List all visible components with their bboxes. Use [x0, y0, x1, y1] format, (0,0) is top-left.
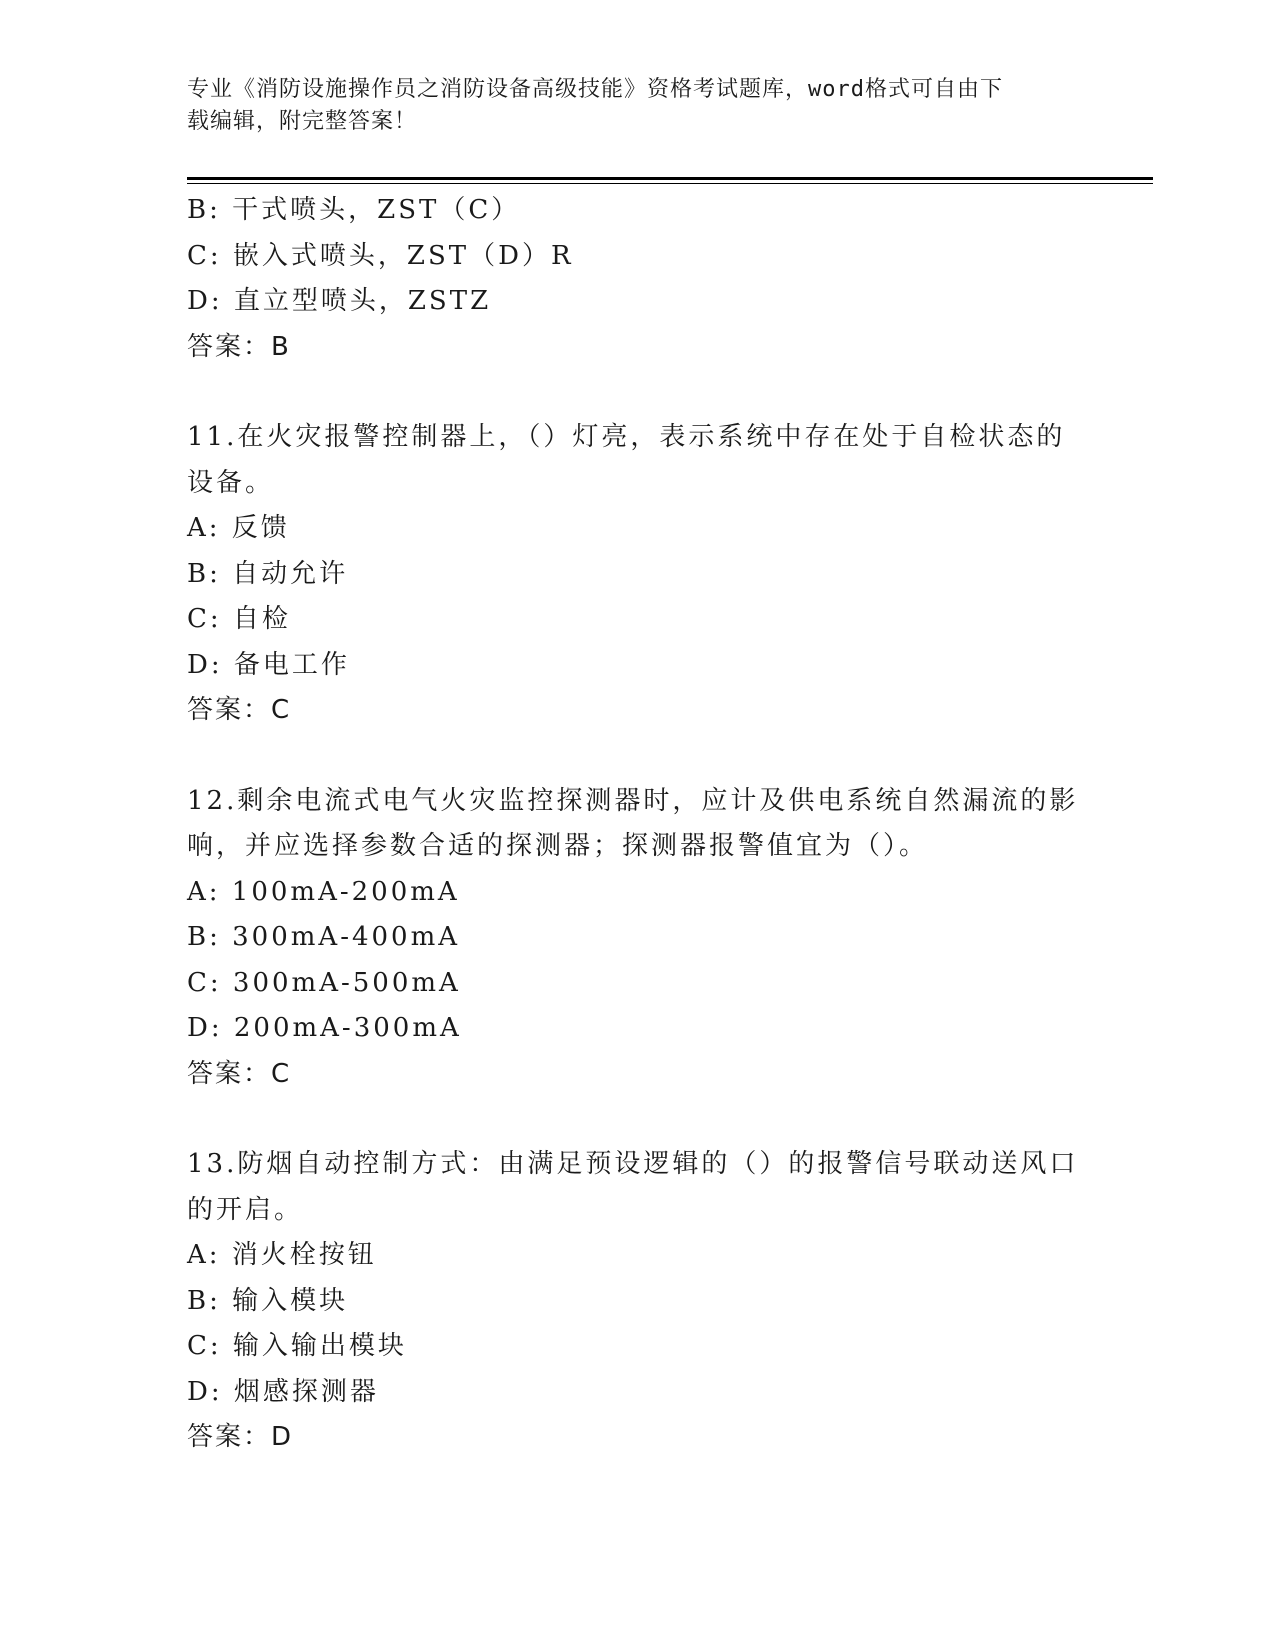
- option-a: A: 100mA-200mA: [187, 876, 460, 907]
- option-d: D: 备电工作: [187, 649, 350, 680]
- question-11: [187, 415, 1087, 734]
- option-c: C: 300mA-500mA: [187, 967, 461, 998]
- header-line-1: 专业《消防设施操作员之消防设备高级技能》资格考试题库，word格式可自由下: [187, 77, 1003, 102]
- answer-line: 答案：C: [187, 1058, 292, 1089]
- option-b: B: 300mA-400mA: [187, 922, 461, 952]
- answer-line: 答案：B: [187, 331, 291, 362]
- answer-line: 答案：D: [187, 1422, 294, 1452]
- question-13: [187, 1142, 1087, 1461]
- question-stem-line-2: 设备。: [187, 467, 275, 498]
- question-stem-line-2: 响，并应选择参数合适的探测器；探测器报警值宜为（）。: [187, 831, 929, 861]
- question-stem-line-1: 11.在火灾报警控制器上，（）灯亮，表示系统中存在处于自检状态的: [187, 422, 1066, 452]
- header-divider-thin: [187, 183, 1153, 184]
- header-divider-thick: [187, 177, 1153, 180]
- prev-question-block: [187, 188, 1087, 370]
- option-c: C: 自检: [187, 604, 291, 634]
- option-a: A: 消火栓按钮: [187, 1240, 377, 1270]
- question-stem-line-2: 的开启。: [187, 1194, 304, 1225]
- document-header: [187, 74, 1087, 138]
- question-12: [187, 779, 1087, 1098]
- option-d: D: 直立型喷头，ZSTZ: [187, 286, 492, 316]
- header-line-2: 载编辑，附完整答案！: [187, 109, 418, 134]
- answer-line: 答案：C: [187, 695, 292, 725]
- option-c: C: 输入输出模块: [187, 1331, 407, 1361]
- option-c: C: 嵌入式喷头，ZST（D）R: [187, 240, 574, 271]
- option-b: B: 干式喷头，ZST（C）: [187, 195, 521, 225]
- question-stem-line-1: 13.防烟自动控制方式：由满足预设逻辑的（）的报警信号联动送风口: [187, 1149, 1079, 1179]
- option-a: A: 反馈: [187, 513, 290, 543]
- option-b: B: 输入模块: [187, 1285, 349, 1316]
- option-d: D: 烟感探测器: [187, 1376, 379, 1407]
- question-stem-line-1: 12.剩余电流式电气火灾监控探测器时，应计及供电系统自然漏流的影: [187, 785, 1079, 816]
- question-list: [187, 188, 1087, 1461]
- option-b: B: 自动允许: [187, 558, 349, 589]
- option-d: D: 200mA-300mA: [187, 1013, 462, 1043]
